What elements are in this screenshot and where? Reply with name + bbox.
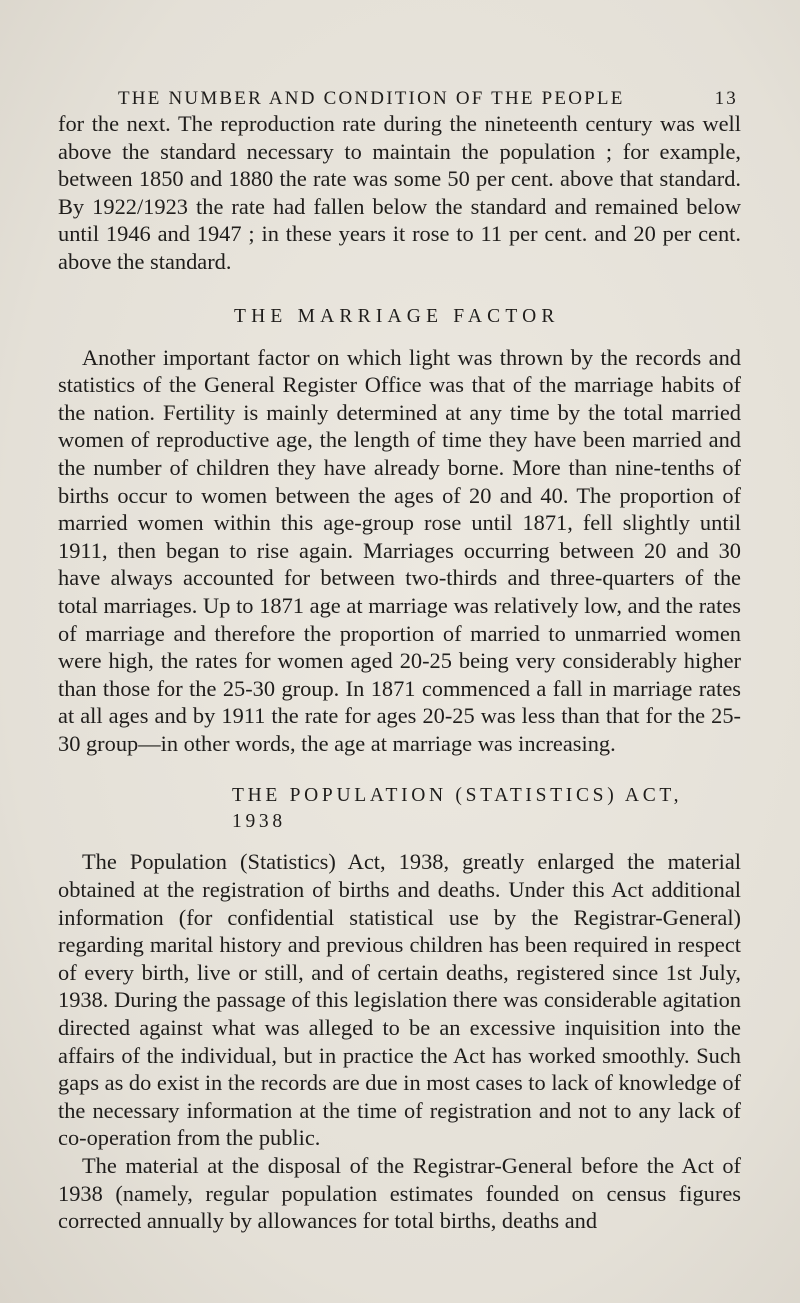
running-head [118,86,738,112]
page-number: 13 [714,88,738,109]
paragraph-reproduction-rate: for the next. The reproduction rate during the nineteenth century was well above the standard necessary to maintain the population ; for example, between 1850 and 1880 the rate was some 50 per cent. above that standard. By 1922/1923 the rate had fallen below the standard and remained below until 1946 and 1947 ; in these years it rose to 11 per cent. and 20 per cent. above the standard. [58,111,741,274]
paragraph-registrar-material: The material at the disposal of the Registrar-General before the Act of 1938 (namely, regular population estimates founded on census figures corrected annually by allowances for total births, deaths and [58,1153,741,1234]
section-heading-marriage-factor: THE MARRIAGE FACTOR [234,305,560,327]
paragraph-marriage-habits: Another important factor on which light was thrown by the records and statistics of the General Register Office was that of the marriage habits of the nation. Fertility is mainly determined at any time by the total married women of reproductive age, the length of time they have been married and the number of children they have already borne. More than nine-tenths of births occur to women between the ages of 20 and 40. The proportion of married women within this age-group rose until 1871, fell slightly until 1911, then began to rise again. Marriages occurring between 20 and 30 have always accounted for between two-thirds and three-quarters of the total marriages. Up to 1871 age at marriage was relatively low, and the rates of marriage and therefore the proportion of married to unmarried women were high, the rates for women aged 20-25 being very considerably higher than those for the 25-30 group. In 1871 commenced a fall in marriage rates at all ages and by 1911 the rate for ages 20-25 was less than that for the 25-30 group—in other words, the age at marriage was increasing. [58,344,741,756]
paragraph-population-act: The Population (Statistics) Act, 1938, greatly enlarged the material obtained at the registration of births and deaths. Under this Act additional information (for confidential statistical use by the Registrar-General) regarding marital history and previous children has been required in respect of every birth, live or still, and of certain deaths, registered since 1st July, 1938. During the passage of this legislation there was considerable agitation directed against what was alleged to be an excessive inquisition into the affairs of the individual, but in practice the Act has worked smoothly. Such gaps as do exist in the records are due in most cases to lack of knowledge of the necessary information at the time of registration and not to any lack of co-operation from the public. [58,849,741,1151]
running-head-title: THE NUMBER AND CONDITION OF THE PEOPLE [118,88,625,109]
section-heading-population-act: THE POPULATION (STATISTICS) ACT, 1938 [232,785,683,833]
page-body [58,110,741,1235]
